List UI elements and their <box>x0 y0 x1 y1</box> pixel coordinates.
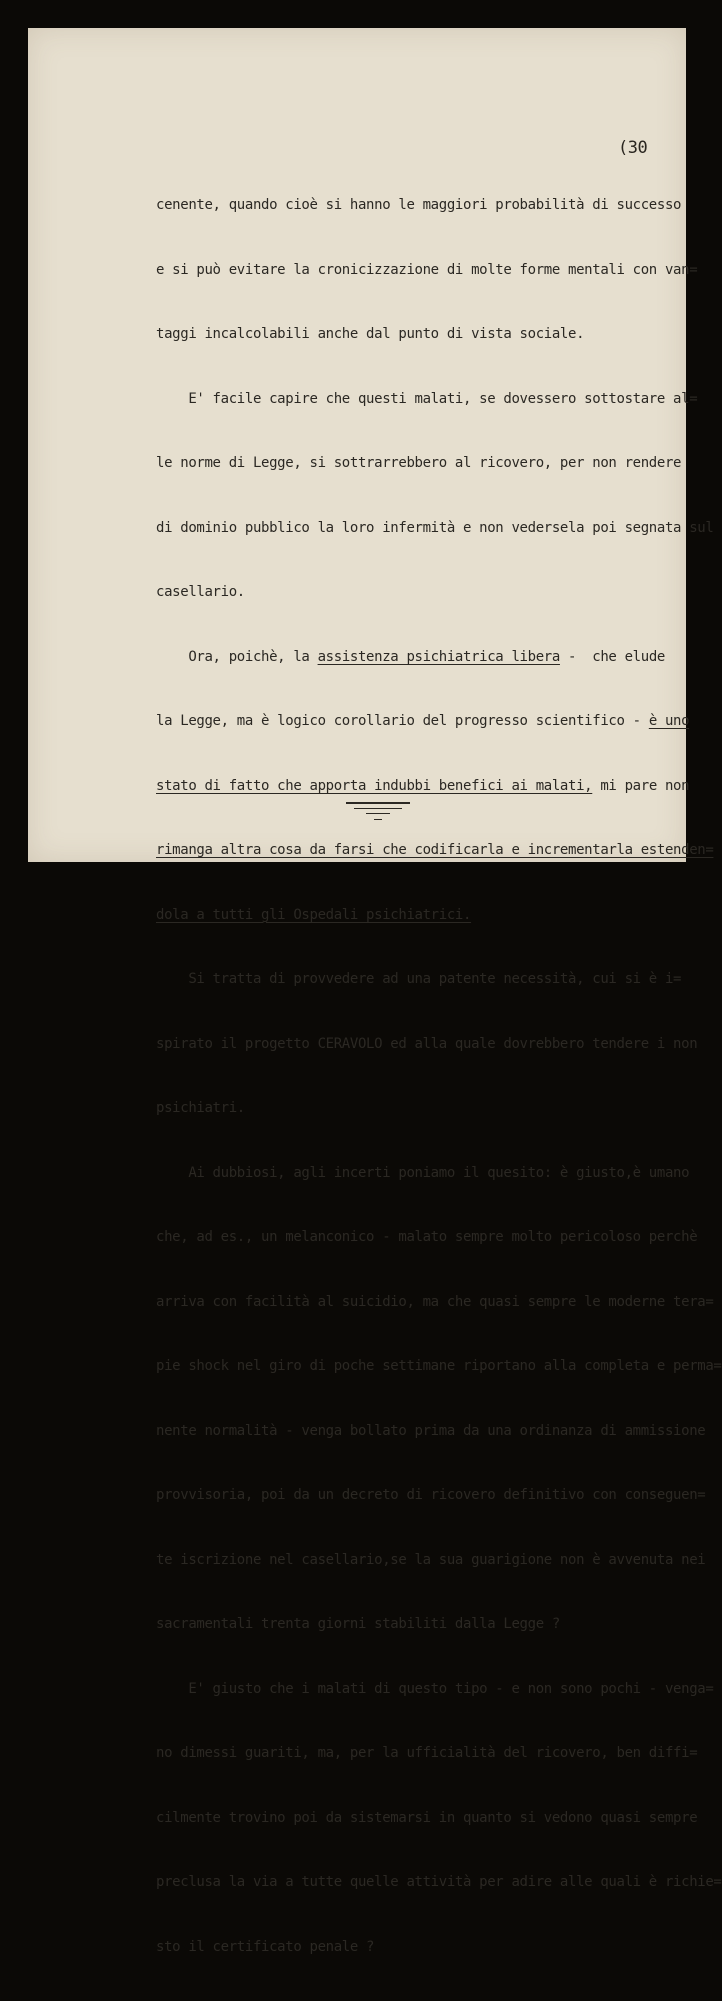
text-line <box>156 840 714 862</box>
text-line: provvisoria, poi da un decreto di ricovero definitivo con conseguen= <box>156 1487 706 1503</box>
text-line <box>156 647 676 669</box>
text-line: le norme di Legge, si sottrarrebbero al ricovero, per non rendere <box>156 455 682 471</box>
text-line: Ai dubbiosi, agli incerti poniamo il quesito: è giusto,è umano <box>156 1164 690 1181</box>
body-text <box>156 152 722 2001</box>
rule-line <box>346 802 410 804</box>
rule-line <box>366 813 390 814</box>
text-line: sto il certificato penale ? <box>156 1938 375 1955</box>
text-line: E' giusto che i malati di questo tipo - e non sono pochi - venga= <box>156 1680 714 1697</box>
text-line: che, ad es., un melanconico - malato sempre molto pericoloso perchè <box>156 1229 698 1245</box>
text-line: arriva con facilità al suicidio, ma che quasi sempre le moderne tera= <box>156 1293 714 1310</box>
text-line: pie shock nel giro di poche settimane riportano alla completa e perma= <box>156 1358 722 1374</box>
text-line: sacramentali trenta giorni stabiliti dalla Legge ? <box>156 1616 560 1632</box>
text-line: te iscrizione nel casellario,se la sua guarigione non è avvenuta nei <box>156 1551 706 1568</box>
text-line: spirato il progetto CERAVOLO ed alla quale dovrebbero tendere i non <box>156 1035 698 1052</box>
text-line: E' facile capire che questi malati, se dovessero sottostare al= <box>156 390 698 407</box>
underlined-phrase: stato di fatto che apporta indubbi benefici ai malati, <box>156 777 593 794</box>
rule-line <box>374 819 382 820</box>
document-page <box>28 28 722 1955</box>
text-line <box>156 711 690 733</box>
underlined-phrase: è uno <box>648 713 690 729</box>
text-line: taggi incalcolabili anche dal punto di vista sociale. <box>156 326 585 342</box>
text-line: psichiatri. <box>156 1100 245 1116</box>
end-of-section-rule <box>328 802 428 832</box>
text-line: casellario. <box>156 584 245 600</box>
text-fragment: la Legge, ma è logico corollario del progresso scientifico - <box>156 713 649 729</box>
text-fragment: Ora, poichè, la <box>156 648 318 665</box>
text-line: e si può evitare la cronicizzazione di molte forme mentali con van= <box>156 261 698 278</box>
text-line: no dimessi guariti, ma, per la ufficialità del ricovero, ben diffi= <box>156 1745 698 1761</box>
text-line <box>156 776 690 798</box>
text-fragment: - che elude <box>559 648 665 665</box>
underlined-phrase: assistenza psichiatrica libera <box>317 648 560 665</box>
text-line: cenente, quando cioè si hanno le maggiori probabilità di successo <box>156 197 682 213</box>
page-number: (30 <box>618 138 648 158</box>
text-line: nente normalità - venga bollato prima da una ordinanza di ammissione <box>156 1422 706 1439</box>
text-line <box>156 905 676 927</box>
text-line: di dominio pubblico la loro infermità e non vedersela poi segnata sul <box>156 519 714 536</box>
underlined-phrase: dola a tutti gli Ospedali psichiatrici. <box>156 906 472 923</box>
underlined-phrase: rimanga altra cosa da farsi che codificarla e incrementarla estenden= <box>156 842 714 858</box>
text-line: preclusa la via a tutte quelle attività per adire alle quali è richie= <box>156 1874 722 1890</box>
rule-line <box>354 808 402 809</box>
text-line: cilmente trovino poi da sistemarsi in quanto si vedono quasi sempre <box>156 1809 698 1826</box>
text-line: Si tratta di provvedere ad una patente necessità, cui si è i= <box>156 971 682 987</box>
text-fragment: mi pare non <box>592 777 690 794</box>
